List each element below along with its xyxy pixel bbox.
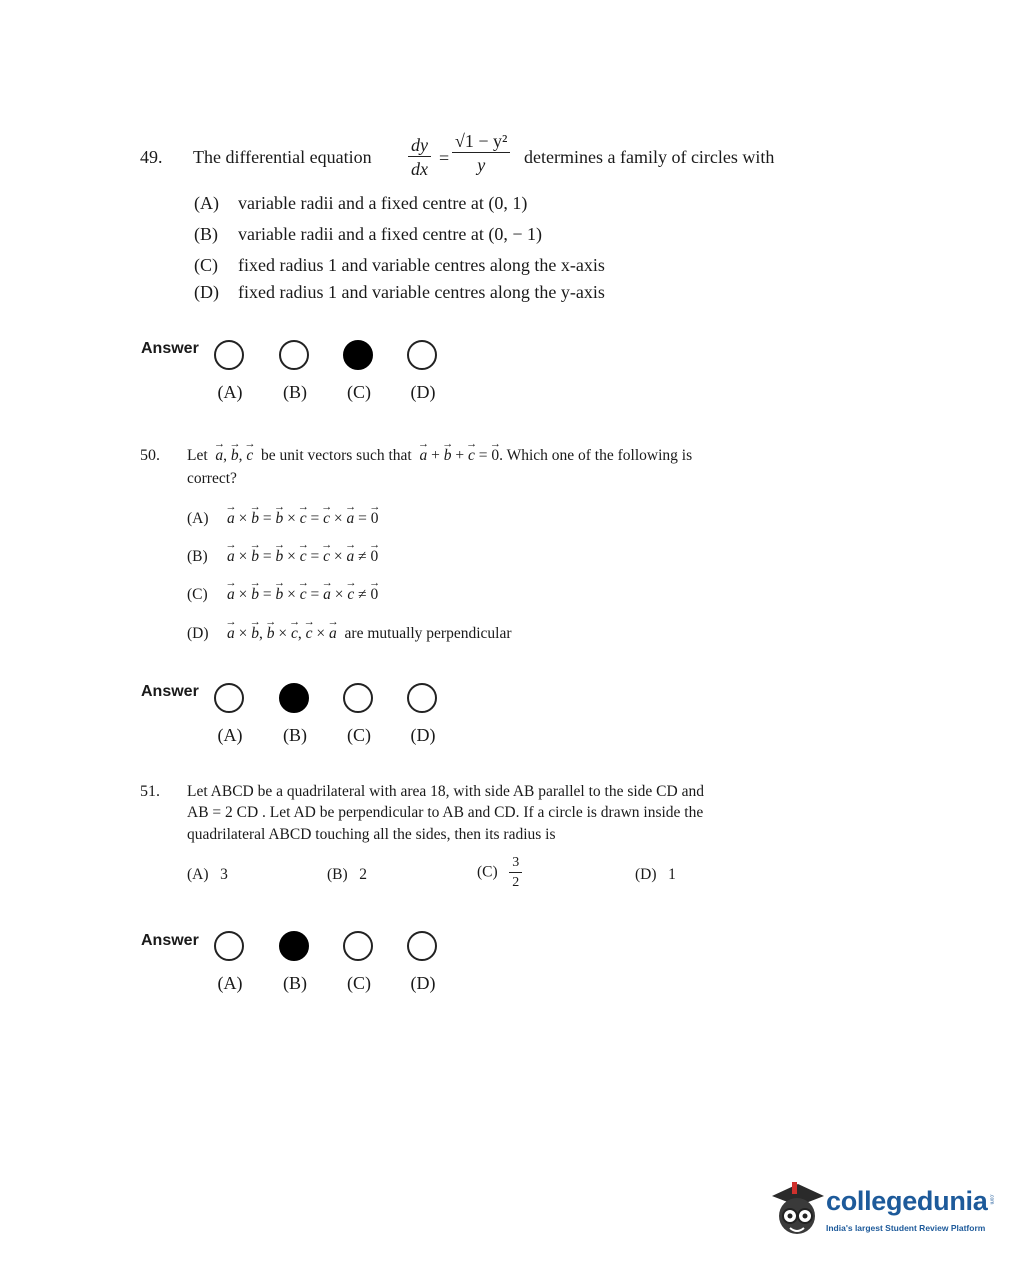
answer-label: Answer (141, 683, 199, 700)
option-c (477, 856, 522, 890)
question-text-line3: quadrilateral ABCD touching all the sides, then its radius is (187, 826, 556, 843)
option-text: 2 (359, 866, 368, 883)
bubble-a[interactable] (214, 340, 244, 370)
bubble-label: (D) (410, 725, 436, 745)
option-label: (A) (194, 193, 219, 213)
option-label: (B) (327, 866, 348, 883)
question-number: 49. (140, 147, 163, 167)
option-label: (D) (635, 866, 657, 883)
question-text-line2: AB = 2 CD . Let AD be perpendicular to AB and CD. If a circle is drawn inside the (187, 804, 704, 821)
logo-tagline: India's largest Student Review Platform (826, 1223, 986, 1233)
bubble-d[interactable] (407, 340, 437, 370)
text-end: . Which one of the following is (499, 447, 693, 464)
bubble-b-selected[interactable] (279, 931, 309, 961)
answer-label: Answer (141, 340, 199, 357)
option-d (194, 282, 605, 303)
question-text-line2: correct? (187, 470, 237, 487)
option-b: (B)→ a × → b = → b × → c = → c × → a ≠ → 0 (187, 548, 378, 566)
bubble-label: (A) (217, 725, 243, 745)
bubble-d[interactable] (407, 931, 437, 961)
bubble-c[interactable] (343, 683, 373, 713)
bubble-label: (D) (410, 382, 436, 402)
question-number: 50. (140, 447, 160, 464)
option-label: (D) (187, 625, 209, 642)
text-let: Let (187, 447, 208, 464)
bubble-d[interactable] (407, 683, 437, 713)
question-text-cont: determines a family of circles with (524, 147, 775, 167)
option-c: (C)→ a × → b = → b × → c = → a × → c ≠ → 0 (187, 586, 378, 604)
option-label: (A) (187, 510, 209, 527)
option-text: 1 (668, 866, 676, 883)
option-text: variable radii and a fixed centre at (0, − 1) (238, 224, 543, 244)
option-label: (C) (194, 255, 218, 275)
bubble-label: (A) (217, 973, 243, 993)
fraction-denominator: dx (411, 159, 428, 179)
logo-dotcom: .com (988, 1193, 995, 1205)
option-a (187, 866, 228, 884)
option-d (635, 866, 676, 884)
option-b (194, 224, 542, 245)
bubble-b[interactable] (279, 340, 309, 370)
fraction-numerator: dy (408, 136, 431, 157)
bubble-label: (B) (283, 725, 307, 745)
fraction-rhs (452, 132, 510, 174)
collegedunia-logo[interactable] (768, 1178, 998, 1248)
fraction-denominator: y (477, 155, 486, 175)
option-label: (B) (194, 224, 218, 244)
question-text: Let → a, → b, → c be unit vectors such that → a + → b + → c = → 0. Which one of the following is (187, 447, 692, 465)
question-number: 51. (140, 783, 160, 800)
bubble-c[interactable] (343, 931, 373, 961)
option-label: (D) (194, 282, 219, 302)
bubble-c-selected[interactable] (343, 340, 373, 370)
option-a (194, 193, 527, 214)
option-text: are mutually perpendicular (344, 625, 512, 642)
option-d: (D)→ a × → b, → b × → c, → c × → a are mutually perpendicular (187, 625, 512, 643)
bubble-label: (D) (410, 973, 436, 993)
option-label: (B) (187, 548, 208, 565)
logo-name: collegedunia (826, 1186, 988, 1216)
option-text: variable radii and a fixed centre at (0, 1) (238, 193, 528, 213)
option-text: fixed radius 1 and variable centres along the y-axis (238, 282, 605, 302)
mascot-icon (768, 1178, 826, 1240)
bubble-label: (A) (217, 382, 243, 402)
bubble-label: (B) (283, 382, 307, 402)
option-label: (C) (477, 863, 498, 881)
bubble-label: (C) (347, 973, 371, 993)
text-mid: be unit vectors such that (261, 447, 412, 464)
question-text: The differential equation (193, 147, 372, 167)
option-a: (A)→ a × → b = → b × → c = → c × → a = → 0 (187, 510, 379, 528)
bubble-b-selected[interactable] (279, 683, 309, 713)
equals-sign: = (439, 148, 450, 168)
fraction-numerator: 3 (509, 856, 522, 873)
option-c (194, 255, 605, 276)
bubble-label: (C) (347, 382, 371, 402)
option-text: fixed radius 1 and variable centres along the x-axis (238, 255, 605, 275)
bubble-a[interactable] (214, 683, 244, 713)
option-text: 3 (220, 866, 228, 883)
fraction-denominator: 2 (512, 875, 520, 890)
answer-label: Answer (141, 932, 199, 949)
bubble-label: (B) (283, 973, 307, 993)
fraction-numerator: √1 − y² (452, 132, 510, 153)
fraction-dy-dx (408, 136, 431, 178)
option-b (327, 866, 367, 884)
question-text-line1: Let ABCD be a quadrilateral with area 18, with side AB parallel to the side CD and (187, 783, 704, 800)
bubble-label: (C) (347, 725, 371, 745)
option-label: (A) (187, 866, 209, 883)
option-label: (C) (187, 586, 208, 603)
bubble-a[interactable] (214, 931, 244, 961)
